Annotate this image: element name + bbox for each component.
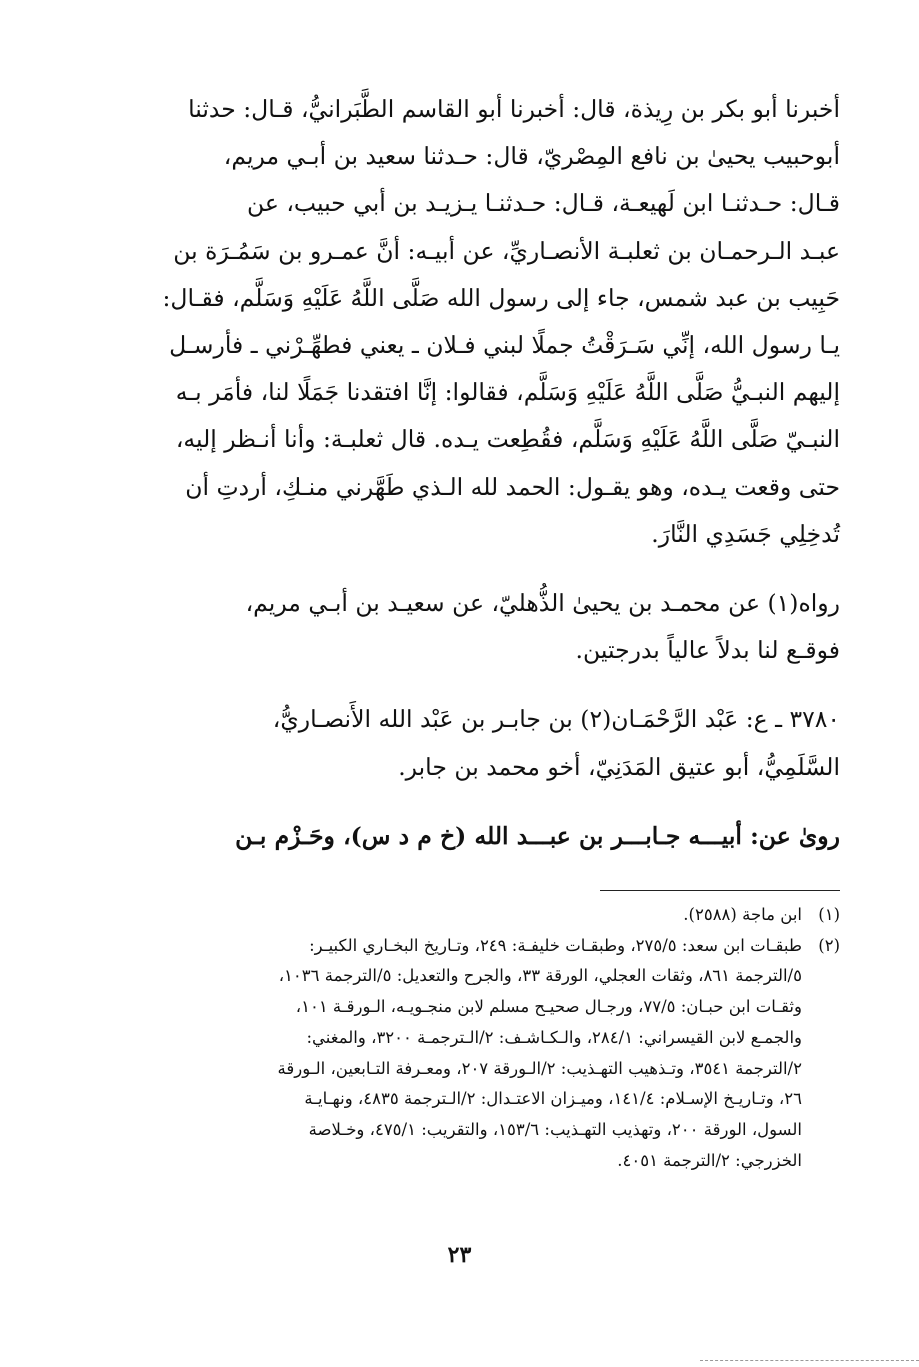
footnote-body: [128, 931, 802, 1177]
text-line: رویٰ عن: أبيـــه جـابـــر بن عبـــد الله (خ م د س)، وحَـزْم بـن: [235, 821, 840, 850]
footnote-line: السول، الورقة ٢٠٠، وتهذيب التهـذيب: ١٥٣/٦، والتقريب: ٤٧٥/١، وخـلاصة: [308, 1119, 802, 1139]
footnote-line: ٥/الترجمة ٨٦١، وثقات العجلي، الورقة ٣٣، والجرح والتعديل: ٥/الترجمة ١٠٣٦،: [278, 966, 802, 986]
text-line: حَبِيب بن عبد شمس، جاء إلى رسول الله صَلَّى اللَّهُ عَلَيْهِ وَسَلَّم، فقـال:: [162, 283, 840, 312]
footnote-1: [128, 900, 840, 931]
text-line: ٣٧٨٠ ـ ع: عَبْد الرَّحْمَـان(٢) بن جابـر بن عَبْد الله الأَنصـاريُّ،: [272, 705, 840, 734]
footnote-number: (١): [818, 905, 840, 924]
footnote-body: [128, 900, 802, 931]
footnotes: [128, 900, 840, 1176]
footnote-line: وثقـات ابن حبـان: ٧٧/٥، ورجـال صحيـح مسلم لابن منجـويـه، الـورقـة ١٠١،: [295, 997, 802, 1017]
paragraph-entry-heading: [128, 696, 840, 790]
text-line: أخبرنا أبو بكر بن رِيذة، قال: أخبرنا أبو القاسم الطَّبَرانيُّ، قـال: حدثنا: [188, 95, 840, 123]
text-line: إليهم النبـيُّ صَلَّى اللَّهُ عَلَيْهِ وَسَلَّم، فقالوا: إنَّا افتقدنا جَمَلًا لنا، فأمَر بـه: [175, 378, 840, 407]
text-line: فوقـع لنا بدلاً عالياً بدرجتين.: [575, 636, 840, 665]
text-line: أبوحبيب يحيىٰ بن نافع المِصْريّ، قال: حـدثنا سعيد بن أبـي مريم،: [223, 142, 840, 171]
text-line: السَّلَمِيُّ، أبو عتيق المَدَنِيّ، أخو محمد بن جابر.: [398, 752, 840, 781]
footnote-line: والجمـع لابن القيسراني: ٢٨٤/١، والـكـاشـف: ٢/الـترجمـة ٣٢٠٠، والمغني:: [306, 1027, 802, 1047]
text-line: عبـد الـرحمـان بن ثعلبـة الأنصـاريِّ، عن أبيـه: أنَّ عمـرو بن سَمُـرَة بن: [173, 236, 840, 265]
page-edge-rule: [700, 1360, 919, 1361]
footnote-line: طبقـات ابن سعد: ٢٧٥/٥، وطبقـات خليفـة: ٢٤٩، وتـاريخ البخـاري الكبيـر:: [309, 935, 802, 955]
text-line: النبـيّ صَلَّى اللَّهُ عَلَيْهِ وَسَلَّم، فقُطِعت يـده. قال ثعلبـة: وأنا أنـظر إليه،: [175, 425, 840, 454]
text-line: حتى وقعت يـده، وهو يقـول: الحمد لله الـذي طَهَّرني منـكِ، أردتِ أن: [185, 472, 840, 501]
footnote-separator: [600, 890, 840, 891]
footnote-number: (٢): [818, 935, 840, 955]
text-line: يـا رسول الله، إنِّي سَـرَقْتُ جملًا لبني فـلان ـ يعني فطهِّـرْني ـ فأرسـل: [169, 331, 840, 360]
text-line: رواه(١) عن محمـد بن يحيىٰ الذُّهليّ، عن سعيـد بن أبـي مريم،: [245, 589, 840, 618]
paragraph-hadith: [128, 86, 840, 558]
text-line: تُدخِلِي جَسَدِي النَّارَ.: [651, 519, 840, 548]
footnote-line: الخزرجي: ٢/الترجمة ٤٠٥١.: [617, 1150, 802, 1170]
page-number: ٢٣: [447, 1242, 472, 1268]
footnote-line: ابن ماجة (٢٥٨٨).: [683, 905, 802, 924]
main-text: [128, 86, 840, 860]
paragraph-narrated-from: [128, 813, 840, 860]
text-line: قـال: حـدثنـا ابن لَهيعـة، قـال: حـدثنـا يـزيـد بن أبي حبيب، عن: [246, 189, 840, 218]
footnote-line: ٢/الترجمة ٣٥٤١، وتـذهيب التهـذيب: ٢/الـورقة ٢٠٧، ومعـرفة التـابعين، الـورقة: [277, 1058, 802, 1078]
footnote-2: [128, 931, 840, 1177]
footnote-line: ٢٦، وتـاريـخ الإسـلام: ١٤١/٤، وميـزان الاعتـدال: ٢/الـترجمة ٤٨٣٥، ونهـايـة: [304, 1089, 802, 1109]
paragraph-narration: [128, 580, 840, 674]
